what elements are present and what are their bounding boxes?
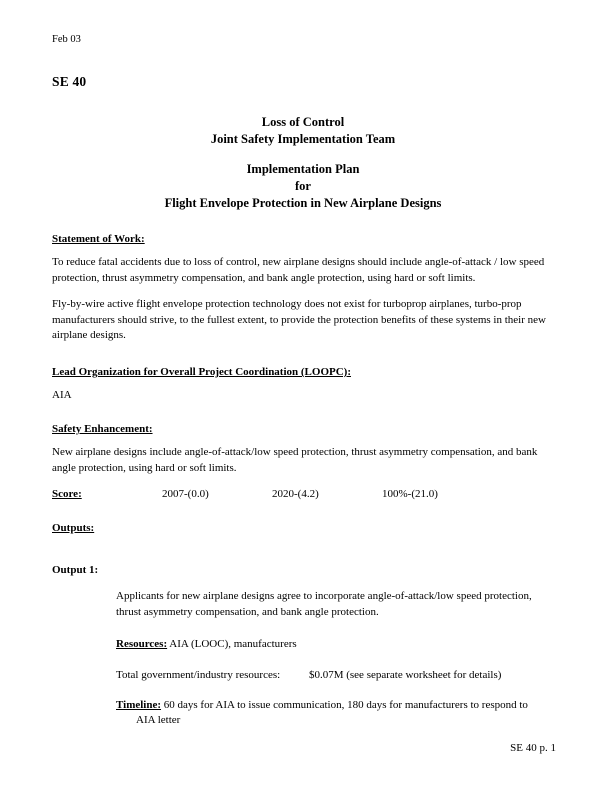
timeline-value-continued: AIA letter: [136, 714, 181, 727]
page-footer: SE 40 p. 1: [510, 742, 556, 754]
output-1-government-resources-line: [116, 669, 556, 681]
statement-of-work-paragraph-1: To reduce fatal accidents due to loss of control, new airplane designs should include angle-of-attack / low speed protection, thrust asymmetry compensation, and bank angle protection, using hard or soft limits.: [52, 256, 545, 285]
output-1-title: Output 1:: [52, 564, 99, 577]
loopc-heading: Lead Organization for Overall Project Coordination (LOOPC):: [52, 365, 351, 378]
resources-value: AIA (LOOC), manufacturers: [169, 637, 297, 650]
statement-of-work-paragraph-2: Fly-by-wire active flight envelope protection technology does not exist for turboprop airplanes, turbo-prop manufacturers should strive, to the fullest extent, to provide the protection benefits of these systems in their new airplane designs.: [52, 297, 546, 342]
title-line-4: for: [295, 178, 311, 193]
output-1-body: [116, 589, 556, 729]
score-label: Score:: [52, 488, 82, 501]
score-value-2020: 2020-(4.2): [272, 488, 319, 501]
title-spacer: [50, 148, 556, 161]
score-value-percent: 100%-(21.0): [382, 488, 438, 501]
title-block: [50, 114, 556, 211]
document-id: SE 40: [52, 74, 87, 89]
resources-label: Resources:: [116, 637, 168, 650]
title-line-3: Implementation Plan: [246, 161, 360, 176]
loopc-value: AIA: [52, 388, 72, 401]
score-value-2007: 2007-(0.0): [162, 488, 209, 501]
government-resources-label: Total government/industry resources:: [116, 668, 281, 681]
safety-enhancement-paragraph: New airplane designs include angle-of-attack/low speed protection, thrust asymmetry compensation, and bank angle protection, using hard or soft limits.: [52, 445, 538, 474]
score-row: [52, 488, 556, 500]
timeline-label: Timeline:: [116, 698, 162, 711]
statement-of-work-heading: Statement of Work:: [52, 233, 145, 246]
title-line-1: Loss of Control: [261, 115, 345, 129]
output-1-description: Applicants for new airplane designs agree to incorporate angle-of-attack/low speed protection, thrust asymmetry compensation, and bank angle protection.: [116, 590, 532, 619]
output-1-timeline-line: [116, 698, 556, 729]
date-line: Feb 03: [52, 34, 81, 45]
title-line-2: Joint Safety Implementation Team: [210, 131, 396, 146]
title-line-5: Flight Envelope Protection in New Airplane Designs: [164, 195, 442, 210]
government-resources-value: $0.07M (see separate worksheet for details): [308, 668, 502, 681]
outputs-heading: Outputs:: [52, 522, 95, 535]
timeline-value: 60 days for AIA to issue communication, 180 days for manufacturers to respond to: [163, 698, 528, 711]
output-1-resources-line: [116, 637, 556, 653]
safety-enhancement-heading: Safety Enhancement:: [52, 422, 153, 435]
